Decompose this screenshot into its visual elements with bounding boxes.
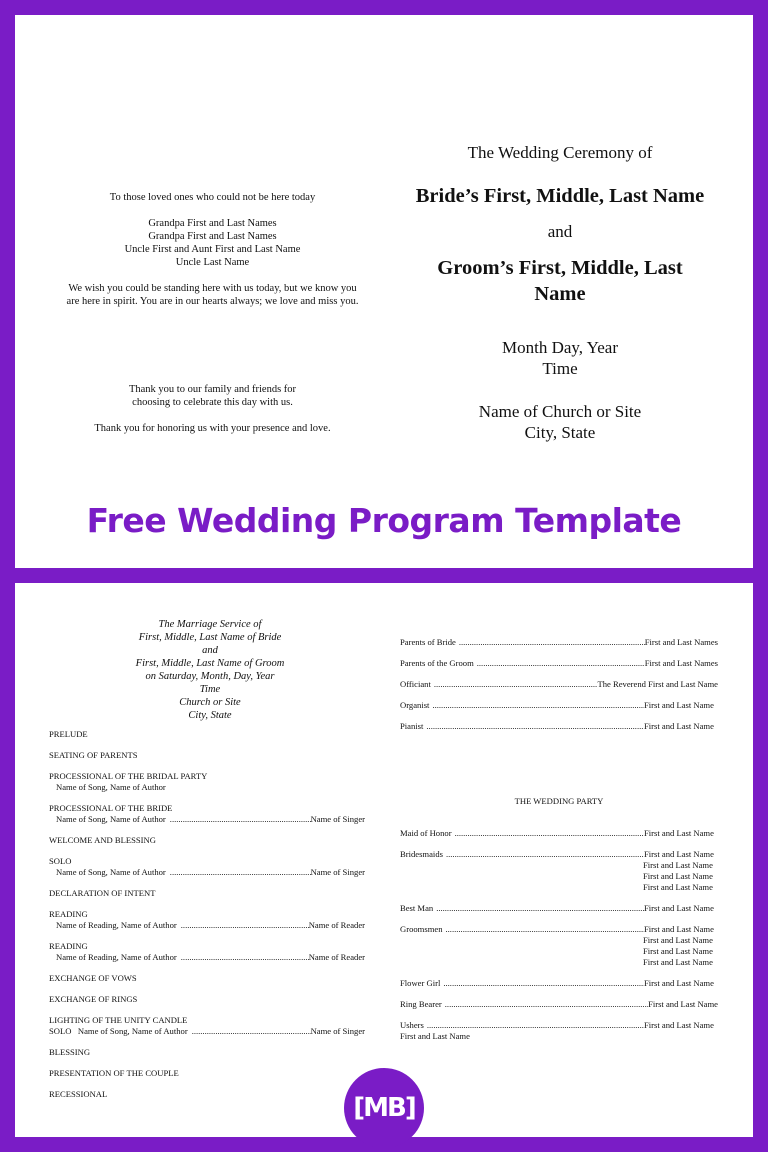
order-detail — [49, 782, 365, 793]
groom-name — [395, 255, 725, 307]
bride-name: Bride’s First, Middle, Last Name — [415, 185, 705, 207]
party-item — [400, 978, 718, 989]
order-title: DECLARATION OF INTENT — [49, 888, 156, 898]
wish-text: are here in spirit. You are in our hearts always; we love and miss you. — [66, 296, 359, 307]
order-title: WELCOME AND BLESSING — [49, 835, 156, 845]
official-row — [400, 700, 718, 711]
service-header — [75, 618, 345, 722]
role-label: Officiant — [400, 679, 431, 689]
leader-dots — [456, 637, 645, 648]
role-name: First and Last Name — [644, 849, 714, 859]
service-line: Church or Site — [179, 697, 241, 708]
memorial-name: Grandpa First and Last Names — [148, 231, 277, 242]
cover-and: and — [547, 222, 573, 241]
order-item — [49, 771, 365, 793]
reader: Name of Reader — [308, 952, 365, 962]
memorial-name: Uncle Last Name — [175, 257, 250, 268]
order-title: PRESENTATION OF THE COUPLE — [49, 1068, 179, 1078]
tribute-intro: To those loved ones who could not be here today — [109, 192, 316, 203]
order-title: PROCESSIONAL OF THE BRIDAL PARTY — [49, 771, 208, 781]
leader-dots — [424, 1020, 644, 1031]
role-name: First and Last Name — [644, 828, 714, 838]
role-name: First and Last Name — [643, 957, 713, 967]
thank-you-note — [35, 383, 390, 435]
leader-dots — [166, 814, 311, 825]
song-info: Name of Song, Name of Author — [56, 782, 166, 792]
role-name: First and Last Name — [643, 860, 713, 870]
role-label: Parents of Bride — [400, 637, 456, 647]
song-info: Name of Song, Name of Author — [56, 814, 166, 824]
role-name: First and Last Name — [644, 903, 714, 913]
party-item — [400, 999, 718, 1010]
song-info: SOLO Name of Song, Name of Author — [49, 1026, 188, 1036]
order-title: EXCHANGE OF RINGS — [49, 994, 138, 1004]
reading-info: Name of Reading, Name of Author — [56, 920, 177, 930]
order-detail — [49, 1026, 365, 1037]
ceremony-time: Time — [542, 359, 578, 378]
leader-dots — [440, 978, 644, 989]
role-label: Maid of Honor — [400, 828, 452, 838]
order-title: SEATING OF PARENTS — [49, 750, 138, 760]
order-item — [49, 888, 365, 899]
order-of-service — [49, 729, 365, 1110]
leader-dots — [423, 721, 644, 732]
leader-dots — [166, 867, 311, 878]
top-panel — [15, 15, 753, 568]
order-title: READING — [49, 909, 88, 919]
service-line: and — [202, 645, 218, 656]
role-name: First and Last Name — [644, 1020, 714, 1030]
order-item — [49, 941, 365, 963]
officials-list — [400, 637, 718, 742]
role-name: First and Last Name — [644, 924, 714, 934]
role-label: Organist — [400, 700, 430, 710]
leader-dots — [177, 920, 309, 931]
order-title: PRELUDE — [49, 729, 88, 739]
official-row — [400, 658, 718, 669]
order-item — [49, 994, 365, 1005]
role-name: First and Last Name — [644, 700, 714, 710]
service-line: on Saturday, Month, Day, Year — [145, 671, 275, 682]
order-item — [49, 973, 365, 984]
leader-dots — [429, 700, 644, 711]
official-row — [400, 721, 718, 732]
headline: Free Wedding Program Template — [86, 501, 682, 540]
performer: Name of Singer — [310, 867, 365, 877]
order-detail — [49, 920, 365, 931]
order-detail — [49, 952, 365, 963]
role-label: Ushers — [400, 1020, 424, 1030]
leader-dots — [177, 952, 309, 963]
role-label: Groomsmen — [400, 924, 443, 934]
order-item — [49, 1047, 365, 1058]
venue-name: Name of Church or Site — [478, 402, 642, 421]
party-item — [400, 903, 718, 914]
thanks-text: Thank you to our family and friends for — [128, 384, 297, 395]
performer: Name of Singer — [310, 1026, 365, 1036]
role-name: First and Last Name — [644, 721, 714, 731]
leader-dots — [433, 903, 644, 914]
role-name: First and Last Names — [644, 658, 718, 668]
role-label: Ring Bearer — [400, 999, 442, 1009]
role-label: Pianist — [400, 721, 424, 731]
memorial-name: Uncle First and Aunt First and Last Name — [124, 244, 301, 255]
leader-dots — [188, 1026, 311, 1037]
role-label: Flower Girl — [400, 978, 441, 988]
service-line: City, State — [188, 710, 232, 721]
ceremony-venue — [395, 401, 725, 443]
ceremony-datetime — [395, 337, 725, 379]
party-item — [400, 828, 718, 839]
leader-dots — [442, 999, 648, 1010]
venue-city: City, State — [524, 423, 596, 442]
order-title: PROCESSIONAL OF THE BRIDE — [49, 803, 173, 813]
leader-dots — [431, 679, 598, 690]
order-item — [49, 835, 365, 846]
order-item — [49, 1089, 365, 1100]
party-item — [400, 1020, 718, 1042]
reading-info: Name of Reading, Name of Author — [56, 952, 177, 962]
performer: Name of Singer — [310, 814, 365, 824]
leader-dots — [443, 849, 644, 860]
leader-dots — [452, 828, 644, 839]
service-line: First, Middle, Last Name of Groom — [135, 658, 285, 669]
role-name: First and Last Name — [643, 946, 713, 956]
role-name: First and Last Name — [643, 882, 713, 892]
mb-logo-icon — [344, 1068, 424, 1148]
song-info: Name of Song, Name of Author — [56, 867, 166, 877]
groom-name-line: Groom’s First, Middle, Last — [437, 257, 683, 279]
order-item — [49, 729, 365, 740]
order-item — [49, 750, 365, 761]
order-title: SOLO — [49, 856, 72, 866]
order-title: LIGHTING OF THE UNITY CANDLE — [49, 1015, 188, 1025]
order-item — [49, 1068, 365, 1079]
order-item — [49, 803, 365, 825]
role-name: First and Last Name — [648, 999, 718, 1009]
thanks-text: choosing to celebrate this day with us. — [132, 397, 293, 408]
logo-text: [MB] — [353, 1093, 415, 1123]
role-name: First and Last Name — [400, 1031, 470, 1041]
official-row — [400, 679, 718, 690]
order-item — [49, 909, 365, 931]
role-name: First and Last Name — [643, 871, 713, 881]
ceremony-date: Month Day, Year — [501, 338, 618, 357]
role-name: First and Last Name — [643, 935, 713, 945]
order-title: READING — [49, 941, 88, 951]
official-row — [400, 637, 718, 648]
role-label: Parents of the Groom — [400, 658, 474, 668]
wedding-party-title: THE WEDDING PARTY — [514, 796, 604, 806]
role-label: Best Man — [400, 903, 434, 913]
role-name: First and Last Names — [644, 637, 718, 647]
order-item — [49, 856, 365, 878]
party-item — [400, 849, 718, 893]
role-name: The Reverend First and Last Name — [597, 679, 718, 689]
order-detail — [49, 867, 365, 878]
groom-name-line: Name — [534, 283, 586, 305]
leader-dots — [443, 924, 645, 935]
leader-dots — [474, 658, 645, 669]
service-line: Time — [199, 684, 221, 695]
order-title: BLESSING — [49, 1047, 91, 1057]
service-line: The Marriage Service of — [158, 619, 262, 630]
reader: Name of Reader — [308, 920, 365, 930]
wedding-party-list — [400, 828, 718, 1052]
service-line: First, Middle, Last Name of Bride — [138, 632, 282, 643]
party-item — [400, 924, 718, 968]
wish-text: We wish you could be standing here with us today, but we know you — [68, 283, 357, 294]
role-label: Bridesmaids — [400, 849, 443, 859]
order-title: RECESSIONAL — [49, 1089, 108, 1099]
cover-intro: The Wedding Ceremony of — [467, 143, 653, 162]
order-item — [49, 1015, 365, 1037]
role-name: First and Last Name — [644, 978, 714, 988]
memorial-tribute — [35, 191, 390, 308]
order-detail — [49, 814, 365, 825]
memorial-name: Grandpa First and Last Names — [148, 218, 277, 229]
honor-text: Thank you for honoring us with your presence and love. — [94, 423, 331, 434]
order-title: EXCHANGE OF VOWS — [49, 973, 137, 983]
bottom-panel — [15, 583, 753, 1137]
